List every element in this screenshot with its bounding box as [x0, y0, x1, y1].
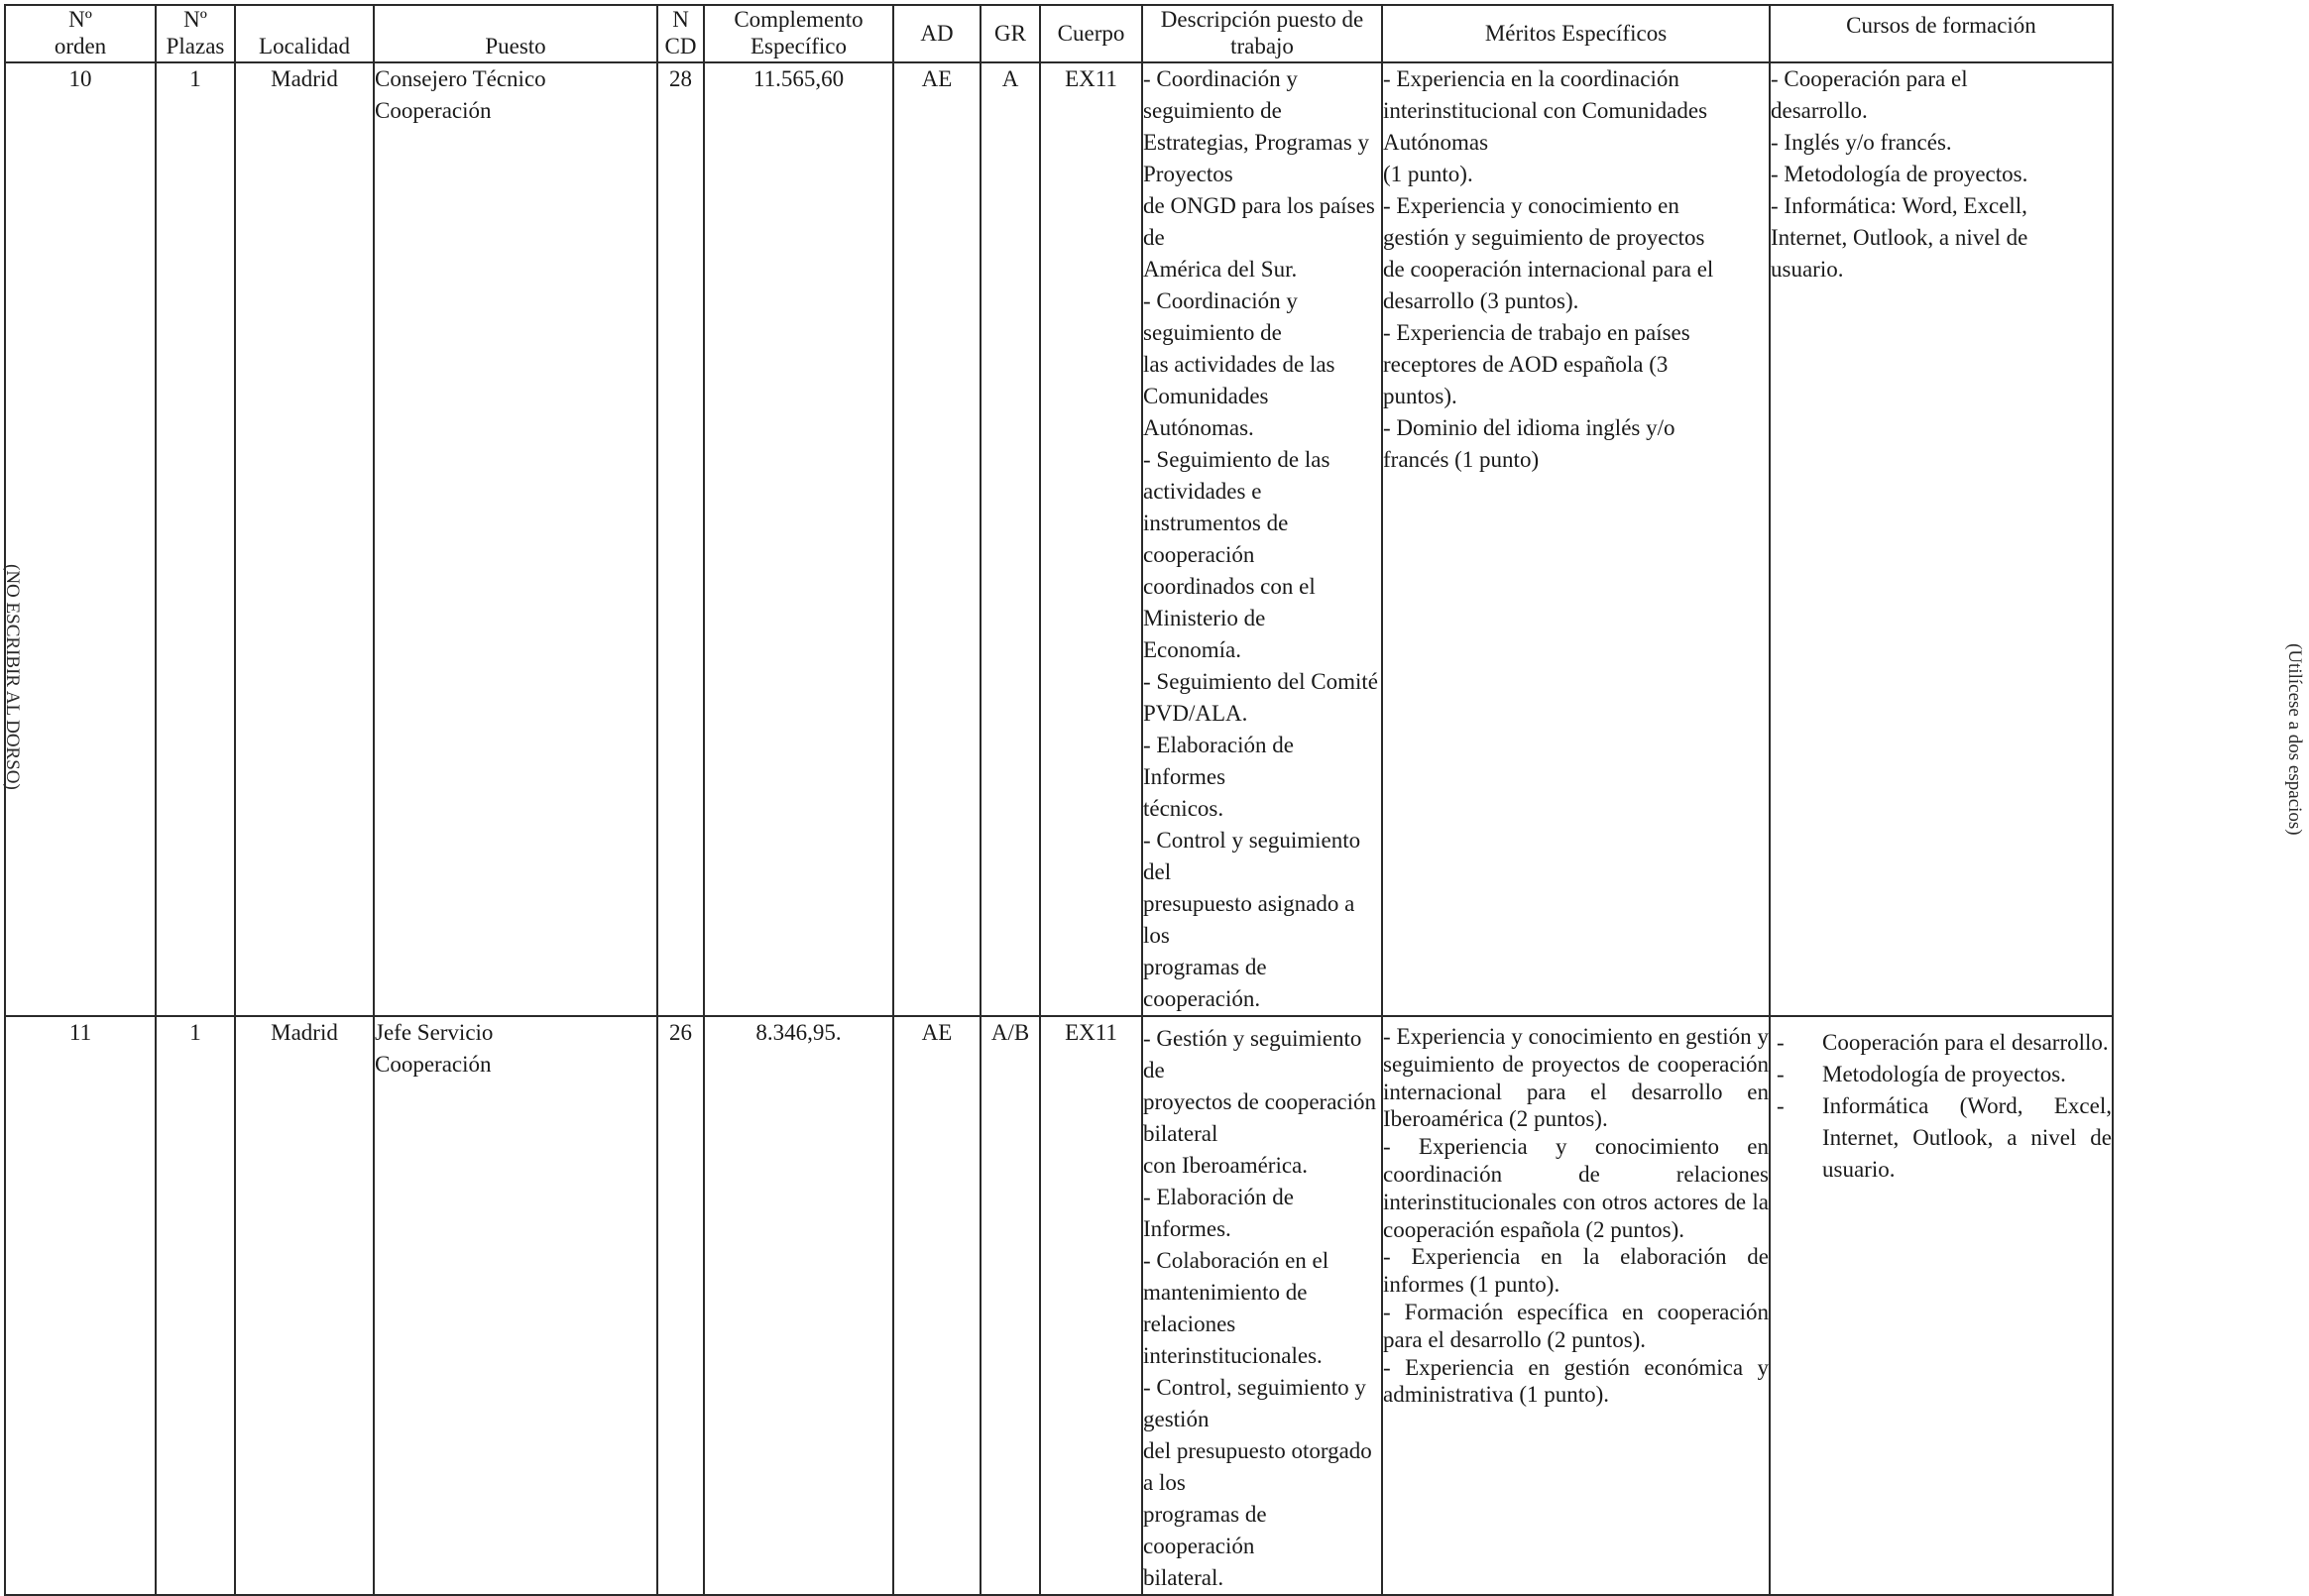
orden-cell: 10	[5, 62, 156, 1016]
header-orden: Nº orden	[5, 5, 156, 62]
list-item: - Metodología de proyectos.	[1771, 1059, 2112, 1090]
table-row	[5, 62, 2113, 1016]
complemento-cell: 8.346,95.	[704, 1016, 893, 1595]
cursos-list	[1771, 1027, 2112, 1186]
orden-cell: 11	[5, 1016, 156, 1595]
margin-note-right: (Utilícese a dos espacios)	[2284, 643, 2305, 836]
header-descripcion: Descripción puesto de trabajo	[1142, 5, 1382, 62]
job-positions-table	[4, 4, 2114, 1596]
ncd-cell: 26	[657, 1016, 704, 1595]
plazas-cell: 1	[156, 1016, 235, 1595]
localidad-cell: Madrid	[235, 1016, 374, 1595]
header-complemento: Complemento Específico	[704, 5, 893, 62]
gr-cell: A	[981, 62, 1040, 1016]
ad-cell: AE	[893, 62, 981, 1016]
cuerpo-cell: EX11	[1040, 1016, 1142, 1595]
header-cursos: Cursos de formación	[1770, 5, 2113, 62]
cursos-cell: - Cooperación para el desarrollo. - Inglés y/o francés. - Metodología de proyectos. - Informática: Word, Excell, Internet, Outlook, a nivel de usuario.	[1770, 62, 2113, 1016]
plazas-cell: 1	[156, 62, 235, 1016]
meritos-cell: - Experiencia y conocimiento en gestión y seguimiento de proyectos de cooperación internacional para el desarrollo en Iberoamérica (2 puntos). - Experiencia y conocimiento en coordinación de relaciones interinstitucionales con otros actores de la cooperación española (2 puntos). - Experiencia en la elaboración de informes (1 punto). - Formación específica en cooperación para el desarrollo (2 puntos). - Experiencia en gestión económica y administrativa (1 punto).	[1382, 1016, 1770, 1595]
meritos-cell: - Experiencia en la coordinación interinstitucional con Comunidades Autónomas (1 punto). - Experiencia y conocimiento en gestión y seguimiento de proyectos de cooperación internacional para el desarrollo (3 puntos). - Experiencia de trabajo en países receptores de AOD española (3 puntos). - Dominio del idioma inglés y/o francés (1 punto)	[1382, 62, 1770, 1016]
header-ad: AD	[893, 5, 981, 62]
puesto-cell: Jefe Servicio Cooperación	[374, 1016, 657, 1595]
complemento-cell: 11.565,60	[704, 62, 893, 1016]
header-plazas: Nº Plazas	[156, 5, 235, 62]
cuerpo-cell: EX11	[1040, 62, 1142, 1016]
descripcion-cell: - Coordinación y seguimiento de Estrategias, Programas y Proyectos de ONGD para los países de América del Sur. - Coordinación y seguimiento de las actividades de las Comunidades Autónomas. - Seguimiento de las actividades e instrumentos de cooperación coordinados con el Ministerio de Economía. - Seguimiento del Comité PVD/ALA. - Elaboración de Informes técnicos. - Control y seguimiento del presupuesto asignado a los programas de cooperación.	[1142, 62, 1382, 1016]
header-cuerpo: Cuerpo	[1040, 5, 1142, 62]
margin-note-left: (NO ESCRIBIR AL DORSO)	[2, 564, 23, 790]
header-meritos: Méritos Específicos	[1382, 5, 1770, 62]
header-puesto: Puesto	[374, 5, 657, 62]
header-gr: GR	[981, 5, 1040, 62]
localidad-cell: Madrid	[235, 62, 374, 1016]
list-item: - Informática (Word, Excel, Internet, Outlook, a nivel de usuario.	[1771, 1090, 2112, 1186]
header-ncd: N CD	[657, 5, 704, 62]
cursos-cell	[1770, 1016, 2113, 1595]
descripcion-cell: - Gestión y seguimiento de proyectos de cooperación bilateral con Iberoamérica. - Elaboración de Informes. - Colaboración en el mantenimiento de relaciones interinstitucionales. - Control, seguimiento y gestión del presupuesto otorgado a los programas de cooperación bilateral.	[1142, 1016, 1382, 1595]
list-item: - Cooperación para el desarrollo.	[1771, 1027, 2112, 1059]
table-row	[5, 1016, 2113, 1595]
puesto-cell: Consejero Técnico Cooperación	[374, 62, 657, 1016]
header-row	[5, 5, 2113, 62]
ncd-cell: 28	[657, 62, 704, 1016]
header-localidad: Localidad	[235, 5, 374, 62]
ad-cell: AE	[893, 1016, 981, 1595]
gr-cell: A/B	[981, 1016, 1040, 1595]
